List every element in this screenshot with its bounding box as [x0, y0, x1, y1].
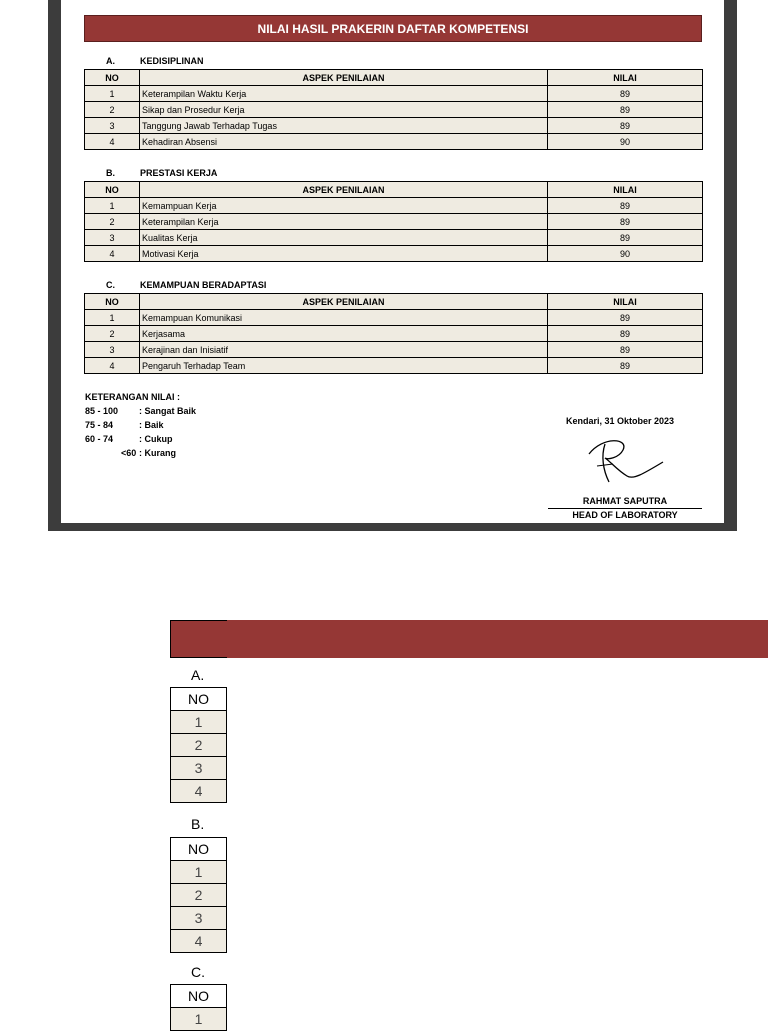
legend-desc: : Sangat Baik [139, 406, 197, 416]
grading-legend [85, 390, 197, 460]
zoom-no-cell: 1 [171, 1008, 227, 1031]
cell-nilai: 89 [548, 198, 703, 214]
zoom-no-column-b [170, 837, 227, 953]
zoom-no-cell: 3 [171, 757, 227, 780]
table-row [85, 326, 703, 342]
cell-nilai: 89 [548, 230, 703, 246]
cell-aspek: Kehadiran Absensi [140, 134, 548, 150]
table-row [85, 118, 703, 134]
zoom-no-header: NO [171, 688, 227, 711]
section-name: KEMAMPUAN BERADAPTASI [140, 280, 267, 290]
col-no-header: NO [85, 182, 140, 198]
cell-nilai: 90 [548, 246, 703, 262]
table-row [85, 246, 703, 262]
col-nilai-header: NILAI [548, 70, 703, 86]
legend-item [85, 404, 197, 418]
legend-range: 75 - 84 [85, 420, 114, 430]
cell-nilai: 89 [548, 358, 703, 374]
zoom-no-cell: 2 [171, 734, 227, 757]
place-date: Kendari, 31 Oktober 2023 [566, 416, 675, 426]
table-row [85, 358, 703, 374]
table-header-row [85, 182, 703, 198]
zoomed-title-edge [170, 620, 227, 658]
legend-range: 85 - 100 [85, 406, 119, 416]
signature-image [583, 436, 667, 486]
legend-desc: : Baik [139, 420, 164, 430]
cell-aspek: Keterampilan Kerja [140, 214, 548, 230]
cell-nilai: 89 [548, 118, 703, 134]
cell-nilai: 89 [548, 326, 703, 342]
legend-range: 60 - 74 [85, 434, 114, 444]
table-row [85, 86, 703, 102]
table-prestasi-kerja [84, 181, 703, 262]
table-kemampuan-beradaptasi [84, 293, 703, 374]
cell-aspek: Pengaruh Terhadap Team [140, 358, 548, 374]
cell-nilai: 90 [548, 134, 703, 150]
page-title: NILAI HASIL PRAKERIN DAFTAR KOMPETENSI [84, 15, 702, 42]
cell-no: 2 [85, 214, 140, 230]
table-row [85, 230, 703, 246]
col-aspek-header: ASPEK PENILAIAN [140, 294, 548, 310]
table-row [85, 342, 703, 358]
section-letter: A. [106, 56, 115, 66]
zoom-no-cell: 1 [171, 711, 227, 734]
zoom-no-cell: 2 [171, 884, 227, 907]
zoom-section-letter-b: B. [191, 816, 205, 832]
cell-nilai: 89 [548, 342, 703, 358]
cell-aspek: Keterampilan Waktu Kerja [140, 86, 548, 102]
col-aspek-header: ASPEK PENILAIAN [140, 70, 548, 86]
cell-aspek: Motivasi Kerja [140, 246, 548, 262]
zoomed-title-bar [170, 620, 768, 658]
cell-aspek: Sikap dan Prosedur Kerja [140, 102, 548, 118]
table-row [85, 134, 703, 150]
legend-item [85, 418, 180, 432]
cell-no: 1 [85, 198, 140, 214]
zoom-no-header: NO [171, 985, 227, 1008]
cell-no: 3 [85, 118, 140, 134]
section-name: KEDISIPLINAN [140, 56, 204, 66]
legend-item [85, 432, 180, 446]
legend-item [85, 446, 180, 460]
signer-block [548, 495, 702, 522]
cell-no: 4 [85, 134, 140, 150]
legend-desc: : Cukup [139, 434, 173, 444]
cell-no: 1 [85, 310, 140, 326]
section-letter: B. [106, 168, 115, 178]
cell-no: 3 [85, 342, 140, 358]
cell-nilai: 89 [548, 86, 703, 102]
table-header-row [85, 70, 703, 86]
zoom-no-cell: 1 [171, 861, 227, 884]
table-row [85, 102, 703, 118]
legend-range: <60 [121, 448, 137, 458]
zoom-no-column-a [170, 687, 227, 803]
cell-nilai: 89 [548, 102, 703, 118]
cell-aspek: Kemampuan Komunikasi [140, 310, 548, 326]
cell-aspek: Kerjasama [140, 326, 548, 342]
section-name: PRESTASI KERJA [140, 168, 218, 178]
table-row [85, 198, 703, 214]
col-nilai-header: NILAI [548, 294, 703, 310]
col-aspek-header: ASPEK PENILAIAN [140, 182, 548, 198]
cell-no: 4 [85, 358, 140, 374]
section-letter: C. [106, 280, 115, 290]
table-header-row [85, 294, 703, 310]
table-kedisiplinan [84, 69, 703, 150]
col-nilai-header: NILAI [548, 182, 703, 198]
cell-aspek: Tanggung Jawab Terhadap Tugas [140, 118, 548, 134]
col-no-header: NO [85, 294, 140, 310]
cell-aspek: Kemampuan Kerja [140, 198, 548, 214]
cell-aspek: Kualitas Kerja [140, 230, 548, 246]
zoom-section-letter-a: A. [191, 667, 205, 683]
legend-heading: KETERANGAN NILAI : [85, 392, 180, 402]
cell-no: 1 [85, 86, 140, 102]
cell-aspek: Kerajinan dan Inisiatif [140, 342, 548, 358]
signer-position: HEAD OF LABORATORY [548, 508, 702, 522]
table-row [85, 310, 703, 326]
zoom-no-cell: 4 [171, 780, 227, 803]
signer-name: RAHMAT SAPUTRA [582, 496, 668, 506]
zoom-no-header: NO [171, 838, 227, 861]
cell-nilai: 89 [548, 214, 703, 230]
cell-nilai: 89 [548, 310, 703, 326]
zoom-section-letter-c: C. [191, 964, 205, 980]
zoom-no-cell: 4 [171, 930, 227, 953]
table-row [85, 214, 703, 230]
cell-no: 4 [85, 246, 140, 262]
legend-desc: : Kurang [139, 448, 176, 458]
col-no-header: NO [85, 70, 140, 86]
zoom-no-cell: 3 [171, 907, 227, 930]
cell-no: 2 [85, 102, 140, 118]
cell-no: 2 [85, 326, 140, 342]
cell-no: 3 [85, 230, 140, 246]
